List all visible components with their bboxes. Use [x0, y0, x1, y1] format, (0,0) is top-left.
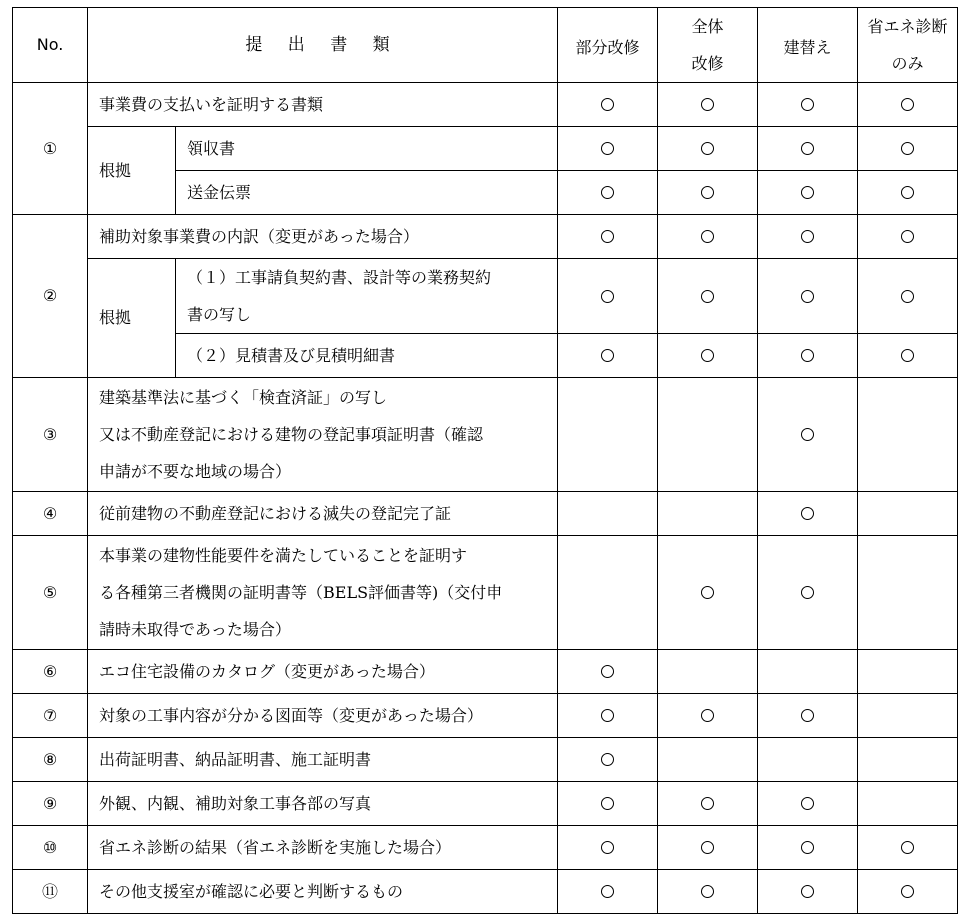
row-1-main-text [87, 82, 558, 127]
row-6-mark-cell-4 [857, 649, 958, 694]
row-1-main-mark-cell-2 [657, 82, 758, 127]
row-6-mark-cell-3 [757, 649, 858, 694]
circle-mark-icon [801, 586, 814, 599]
row-1-sub-1-mark-cell-2 [657, 126, 758, 171]
circle-mark-icon [701, 186, 714, 199]
circle-mark-icon [901, 98, 914, 111]
row-4-mark-cell-1 [557, 491, 658, 536]
row-11-mark-cell-3 [757, 869, 858, 914]
row-11-mark-cell-2 [657, 869, 758, 914]
row-2-sub-2-line: （２）見積書及び見積明細書 [187, 346, 396, 365]
row-10-mark-cell-2 [657, 825, 758, 870]
row-3-mark-cell-3 [757, 377, 858, 492]
row-3-mark-cell-4 [857, 377, 958, 492]
header-full-renovation-line: 全体 [691, 17, 724, 36]
circle-mark-icon [601, 290, 614, 303]
circle-mark-icon [801, 142, 814, 155]
row-5-mark-cell-2 [657, 535, 758, 650]
row-10-number: ⑩ [12, 825, 88, 870]
row-9-line: 外観、内観、補助対象工事各部の写真 [99, 794, 372, 813]
circle-mark-icon [701, 586, 714, 599]
header-partial-renovation: 部分改修 [557, 7, 658, 83]
row-6-text [87, 649, 558, 694]
row-1-main-line: 事業費の支払いを証明する書類 [99, 95, 324, 114]
row-4-line: 従前建物の不動産登記における滅失の登記完了証 [99, 504, 452, 523]
row-9-text [87, 781, 558, 826]
row-10-line: 省エネ診断の結果（省エネ診断を実施した場合） [99, 838, 452, 857]
circle-mark-icon [701, 709, 714, 722]
row-2-sub-2-mark-cell-3 [757, 333, 858, 378]
row-1-sub-1-mark-cell-3 [757, 126, 858, 171]
circle-mark-icon [901, 885, 914, 898]
row-4-mark-cell-3 [757, 491, 858, 536]
row-1-main-mark-cell-3 [757, 82, 858, 127]
row-2-group-label: 根拠 [87, 258, 176, 378]
row-2-sub-1-mark-cell-3 [757, 258, 858, 334]
row-1-sub-1-text [175, 126, 558, 171]
row-9-mark-cell-1 [557, 781, 658, 826]
row-3-number: ③ [12, 377, 88, 492]
row-7-mark-cell-1 [557, 693, 658, 738]
row-1-sub-2-line: 送金伝票 [187, 183, 252, 202]
row-9-mark-cell-4 [857, 781, 958, 826]
row-7-text [87, 693, 558, 738]
circle-mark-icon [901, 142, 914, 155]
header-energy-diagnosis-line: 省エネ診断 [867, 17, 948, 36]
header-energy-diagnosis-line: のみ [891, 54, 924, 73]
row-1-sub-2-text [175, 170, 558, 215]
header-full-renovation [657, 7, 758, 83]
row-8-text [87, 737, 558, 782]
row-3-line: 申請が不要な地域の場合） [99, 462, 292, 481]
row-2-main-mark-cell-3 [757, 214, 858, 259]
row-5-line: 本事業の建物性能要件を満たしていることを証明す [99, 546, 468, 565]
row-9-number: ⑨ [12, 781, 88, 826]
row-8-mark-cell-1 [557, 737, 658, 782]
row-5-mark-cell-3 [757, 535, 858, 650]
row-1-sub-1-mark-cell-4 [857, 126, 958, 171]
row-8-mark-cell-3 [757, 737, 858, 782]
circle-mark-icon [601, 142, 614, 155]
row-11-text [87, 869, 558, 914]
circle-mark-icon [801, 428, 814, 441]
row-2-main-mark-cell-4 [857, 214, 958, 259]
circle-mark-icon [601, 885, 614, 898]
circle-mark-icon [601, 349, 614, 362]
circle-mark-icon [701, 142, 714, 155]
circle-mark-icon [801, 230, 814, 243]
row-6-line: エコ住宅設備のカタログ（変更があった場合） [99, 662, 435, 681]
row-5-mark-cell-1 [557, 535, 658, 650]
circle-mark-icon [601, 665, 614, 678]
circle-mark-icon [701, 98, 714, 111]
row-2-sub-1-mark-cell-4 [857, 258, 958, 334]
circle-mark-icon [601, 709, 614, 722]
header-no: No. [12, 7, 88, 83]
circle-mark-icon [801, 841, 814, 854]
row-7-mark-cell-3 [757, 693, 858, 738]
row-4-number: ④ [12, 491, 88, 536]
row-3-line: 建築基準法に基づく「検査済証」の写し [99, 388, 388, 407]
row-7-mark-cell-4 [857, 693, 958, 738]
row-3-mark-cell-1 [557, 377, 658, 492]
row-2-main-mark-cell-2 [657, 214, 758, 259]
row-2-sub-2-mark-cell-2 [657, 333, 758, 378]
circle-mark-icon [801, 885, 814, 898]
circle-mark-icon [801, 98, 814, 111]
header-title: 提 出 書 類 [87, 7, 558, 83]
circle-mark-icon [601, 753, 614, 766]
row-7-line: 対象の工事内容が分かる図面等（変更があった場合） [99, 706, 483, 725]
row-6-number: ⑥ [12, 649, 88, 694]
circle-mark-icon [601, 186, 614, 199]
row-1-sub-2-mark-cell-2 [657, 170, 758, 215]
circle-mark-icon [801, 709, 814, 722]
row-1-group-label: 根拠 [87, 126, 176, 215]
circle-mark-icon [701, 290, 714, 303]
row-10-text [87, 825, 558, 870]
row-5-text [87, 535, 558, 650]
circle-mark-icon [601, 797, 614, 810]
circle-mark-icon [701, 885, 714, 898]
circle-mark-icon [801, 290, 814, 303]
circle-mark-icon [901, 349, 914, 362]
header-energy-diagnosis [857, 7, 958, 83]
row-5-number: ⑤ [12, 535, 88, 650]
header-full-renovation-line: 改修 [691, 54, 724, 73]
row-1-sub-2-mark-cell-4 [857, 170, 958, 215]
circle-mark-icon [601, 98, 614, 111]
circle-mark-icon [901, 290, 914, 303]
circle-mark-icon [801, 507, 814, 520]
row-11-number: ⑪ [12, 869, 88, 914]
row-1-main-mark-cell-1 [557, 82, 658, 127]
row-10-mark-cell-3 [757, 825, 858, 870]
row-2-sub-1-mark-cell-1 [557, 258, 658, 334]
circle-mark-icon [701, 841, 714, 854]
row-2-main-text [87, 214, 558, 259]
row-2-number: ② [12, 214, 88, 378]
row-6-mark-cell-1 [557, 649, 658, 694]
row-2-sub-2-mark-cell-1 [557, 333, 658, 378]
row-10-mark-cell-1 [557, 825, 658, 870]
row-11-mark-cell-1 [557, 869, 658, 914]
row-3-mark-cell-2 [657, 377, 758, 492]
circle-mark-icon [901, 841, 914, 854]
circle-mark-icon [701, 349, 714, 362]
row-10-mark-cell-4 [857, 825, 958, 870]
circle-mark-icon [801, 349, 814, 362]
row-9-mark-cell-2 [657, 781, 758, 826]
row-8-line: 出荷証明書、納品証明書、施工証明書 [99, 750, 372, 769]
row-7-mark-cell-2 [657, 693, 758, 738]
circle-mark-icon [701, 230, 714, 243]
row-1-sub-1-line: 領収書 [187, 139, 236, 158]
circle-mark-icon [701, 797, 714, 810]
row-5-line: 請時未取得であった場合） [99, 620, 291, 639]
row-8-mark-cell-4 [857, 737, 958, 782]
row-2-sub-2-mark-cell-4 [857, 333, 958, 378]
row-8-mark-cell-2 [657, 737, 758, 782]
row-4-text [87, 491, 558, 536]
circle-mark-icon [601, 230, 614, 243]
row-2-main-mark-cell-1 [557, 214, 658, 259]
row-11-mark-cell-4 [857, 869, 958, 914]
row-1-sub-2-mark-cell-1 [557, 170, 658, 215]
circle-mark-icon [901, 230, 914, 243]
circle-mark-icon [801, 186, 814, 199]
row-3-line: 又は不動産登記における建物の登記事項証明書（確認 [99, 425, 484, 444]
circle-mark-icon [801, 797, 814, 810]
row-1-sub-2-mark-cell-3 [757, 170, 858, 215]
row-1-main-mark-cell-4 [857, 82, 958, 127]
row-2-main-line: 補助対象事業費の内訳（変更があった場合） [99, 227, 419, 246]
row-5-line: る各種第三者機関の証明書等（BELS評価書等)（交付申 [99, 583, 503, 602]
header-rebuild: 建替え [757, 7, 858, 83]
row-1-number: ① [12, 82, 88, 215]
row-3-text [87, 377, 558, 492]
row-8-number: ⑧ [12, 737, 88, 782]
circle-mark-icon [901, 186, 914, 199]
row-7-number: ⑦ [12, 693, 88, 738]
row-5-mark-cell-4 [857, 535, 958, 650]
row-2-sub-2-text [175, 333, 558, 378]
row-2-sub-1-mark-cell-2 [657, 258, 758, 334]
row-2-sub-1-line: 書の写し [187, 305, 252, 324]
row-9-mark-cell-3 [757, 781, 858, 826]
row-4-mark-cell-4 [857, 491, 958, 536]
row-2-sub-1-line: （１）工事請負契約書、設計等の業務契約 [187, 268, 492, 287]
row-6-mark-cell-2 [657, 649, 758, 694]
row-11-line: その他支援室が確認に必要と判断するもの [99, 882, 404, 901]
row-4-mark-cell-2 [657, 491, 758, 536]
row-1-sub-1-mark-cell-1 [557, 126, 658, 171]
circle-mark-icon [601, 841, 614, 854]
row-2-sub-1-text [175, 258, 558, 334]
